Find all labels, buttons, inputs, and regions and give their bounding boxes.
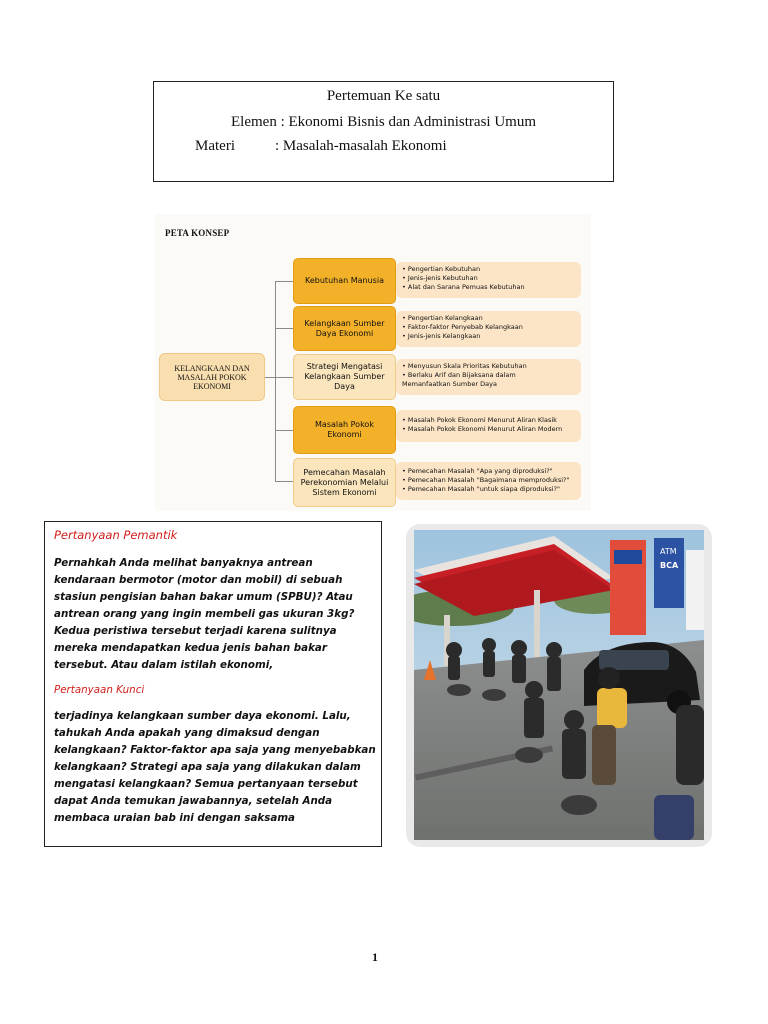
material-line xyxy=(195,138,447,155)
concept-points-2 xyxy=(396,311,581,347)
concept-node-5: Pemecahan Masalah Perekonomian Melalui Sistem Ekonomi xyxy=(293,458,396,507)
concept-root: KELANGKAAN DAN MASALAH POKOK EKONOMI xyxy=(159,353,265,401)
concept-points-5 xyxy=(396,462,581,500)
connector-branch-5 xyxy=(275,481,293,482)
point: • Jenis-jenis Kelangkaan xyxy=(402,332,481,340)
point: • Pemecahan Masalah "untuk siapa diproduksi?" xyxy=(402,485,560,493)
concept-map-title: PETA KONSEP xyxy=(165,228,230,238)
concept-points-3 xyxy=(396,359,581,395)
point: • Berlaku Arif dan Bijaksana dalam xyxy=(402,371,516,379)
meeting-title: Pertemuan Ke satu xyxy=(326,88,441,104)
point: • Pengertian Kebutuhan xyxy=(402,265,481,273)
heading-pertanyaan-pemantik: Pertanyaan Pemantik xyxy=(54,528,178,542)
element-line: Elemen : Ekonomi Bisnis dan Administrasi Umum xyxy=(231,114,536,130)
concept-points-4 xyxy=(396,410,581,442)
page-number: 1 xyxy=(372,950,378,964)
material-label: Materi xyxy=(195,138,235,154)
point: • Jenis-jenis Kebutuhan xyxy=(402,274,478,282)
material-value: : Masalah-masalah Ekonomi xyxy=(275,138,447,154)
point: Memanfaatkan Sumber Daya xyxy=(402,380,497,388)
point: • Pemecahan Masalah "Bagaimana memproduksi?" xyxy=(402,476,570,484)
concept-points-1 xyxy=(396,262,581,298)
header-box xyxy=(153,81,614,182)
connector-branch-3 xyxy=(275,377,293,378)
concept-node-1: Kebutuhan Manusia xyxy=(293,258,396,304)
paragraph-kunci: terjadinya kelangkaan sumber daya ekonomi. Lalu, tahukah Anda apakah yang dimaksud dengan kelangkaan? Faktor-faktor apa saja yang menyebabkan kelangkaan? Strategi apa saja yang dilakukan dalam mengatasi kelangkaan? Semua pertanyaan tersebut dapat Anda temukan jawabannya, setelah Anda membaca uraian bab ini dengan saksama xyxy=(54,710,376,824)
connector-branch-4 xyxy=(275,430,293,431)
point: • Masalah Pokok Ekonomi Menurut Aliran Modern xyxy=(402,425,563,433)
gas-station-illustration xyxy=(414,530,704,840)
point: • Pengertian Kelangkaan xyxy=(402,314,483,322)
point: • Faktor-faktor Penyebab Kelangkaan xyxy=(402,323,523,331)
bca-sign: BCA xyxy=(660,561,679,570)
concept-node-2: Kelangkaan Sumber Daya Ekonomi xyxy=(293,306,396,351)
concept-node-4: Masalah Pokok Ekonomi xyxy=(293,406,396,454)
point: • Pemecahan Masalah "Apa yang diproduksi?" xyxy=(402,467,553,475)
paragraph-pemantik: Pernahkah Anda melihat banyaknya antrean kendaraan bermotor (motor dan mobil) di sebuah stasiun pengisian bahan bakar umum (SPBU)? Atau antrean orang yang ingin membeli gas ukuran 3kg? Kedua peristiwa tersebut terjadi karena sulitnya mereka mendapatkan kedua jenis bahan bakar tersebut. Atau dalam istilah ekonomi, xyxy=(54,557,355,671)
connector-root xyxy=(265,377,275,378)
gas-station-photo xyxy=(414,530,704,840)
atm-sign: ATM xyxy=(660,547,677,556)
point: • Menyusun Skala Prioritas Kebutuhan xyxy=(402,362,527,370)
question-box xyxy=(44,521,382,847)
concept-node-3: Strategi Mengatasi Kelangkaan Sumber Daya xyxy=(293,354,396,400)
heading-pertanyaan-kunci: Pertanyaan Kunci xyxy=(54,684,145,696)
point: • Alat dan Sarana Pemuas Kebutuhan xyxy=(402,283,525,291)
point: • Masalah Pokok Ekonomi Menurut Aliran Klasik xyxy=(402,416,557,424)
connector-trunk xyxy=(275,281,276,481)
concept-map xyxy=(155,214,591,511)
connector-branch-2 xyxy=(275,328,293,329)
connector-branch-1 xyxy=(275,281,293,282)
